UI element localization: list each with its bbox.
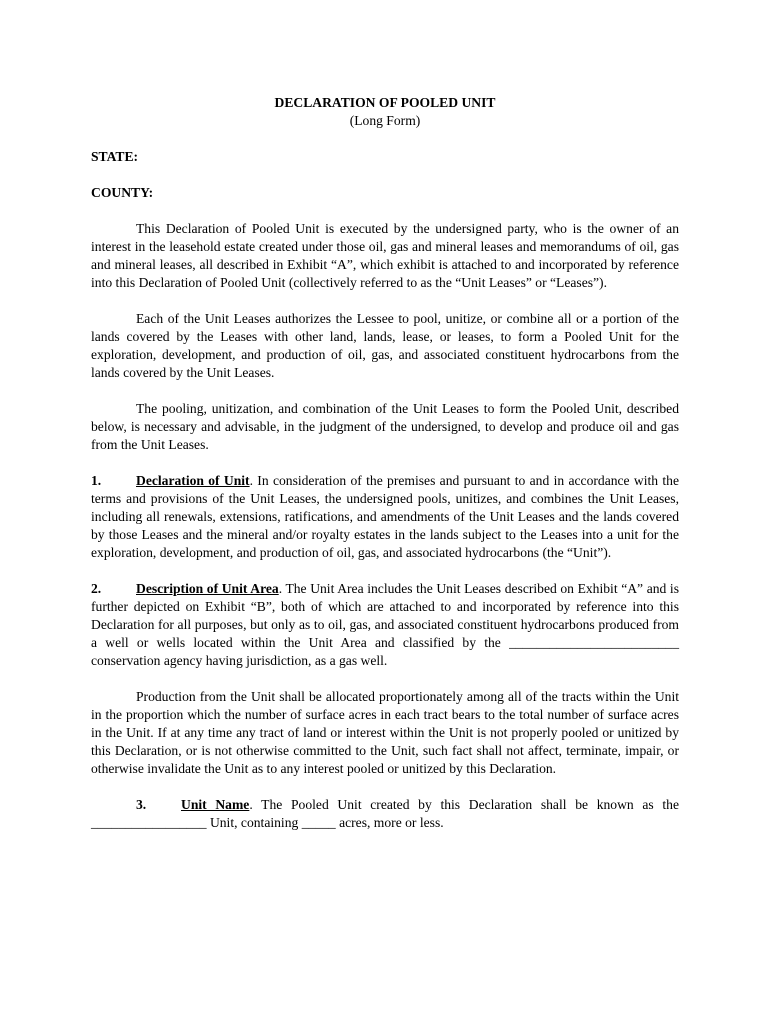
section-1-text: . In consideration of the premises and pursuant to and in accordance with the terms and provisions of the Unit Leases, the undersigned pools, unitizes, and combines the Unit Leases, including all renewals, extensions, ratifications, and amendments of the Unit Leases and the lands covered by those Leases and the mineral and/or royalty estates in the lands subject to the Leases into a unit for the exploration, development, and production of oil, gas, and associated hydrocarbons (the “Unit”). <box>91 473 679 560</box>
agency-blank: _________________________ <box>509 635 679 650</box>
section-3-number: 3. <box>136 797 147 812</box>
section-1 <box>91 472 679 562</box>
section-3-text-3: acres, more or less. <box>335 815 444 830</box>
intro-paragraph-3: The pooling, unitization, and combination of the Unit Leases to form the Pooled Unit, described below, is necessary and advisable, in the judgment of the undersigned, to develop and produce oil and gas from the Unit Leases. <box>91 401 679 452</box>
section-2 <box>91 580 679 670</box>
document-page <box>91 94 679 850</box>
intro-paragraph-1: This Declaration of Pooled Unit is executed by the undersigned party, who is the owner of an interest in the leasehold estate created under those oil, gas and mineral leases and memorandums of oil, gas and mineral leases, all described in Exhibit “A”, which exhibit is attached to and incorporated by reference into this Declaration of Pooled Unit (collectively referred to as the “Unit Leases” or “Leases”). <box>91 221 679 290</box>
section-1-number: 1. <box>91 473 102 488</box>
section-3-heading: Unit Name <box>181 797 250 812</box>
county-label: COUNTY: <box>91 185 154 200</box>
section-2-number: 2. <box>91 581 102 596</box>
section-3-text-1: . The Pooled Unit created by this Declaration shall be known as the <box>249 797 679 812</box>
section-3 <box>91 796 679 832</box>
section-2-text-after-blank: conservation agency having jurisdiction, as a gas well. <box>91 653 388 668</box>
section-1-heading: Declaration of Unit <box>136 473 250 488</box>
section-2-text-before-blank: . The Unit Area includes the Unit Leases described on Exhibit “A” and is further depicted on Exhibit “B”, both of which are attached to and incorporated by reference into this Declaration for all purposes, but only as to oil, gas, and associated constituent hydrocarbons produced from a well or wells located within the Unit Area and classified by the <box>91 581 679 650</box>
unit-name-blank: _________________ <box>91 815 207 830</box>
production-paragraph: Production from the Unit shall be allocated proportionately among all of the tracts within the Unit in the proportion which the number of surface acres in each tract bears to the total number of surface acres in the Unit. If at any time any tract of land or interest within the Unit is not properly pooled or unitized by this Declaration, or is not otherwise committed to the Unit, such fact shall not affect, terminate, impair, or otherwise invalidate the Unit as to any interest pooled or unitized by this Declaration. <box>91 689 679 776</box>
state-label: STATE: <box>91 149 139 164</box>
acres-blank: _____ <box>301 815 336 830</box>
section-2-heading: Description of Unit Area <box>136 581 279 596</box>
section-3-text-2: Unit, containing <box>206 815 302 830</box>
document-title: DECLARATION OF POOLED UNIT <box>274 95 496 110</box>
document-subtitle: (Long Form) <box>349 113 421 128</box>
intro-paragraph-2: Each of the Unit Leases authorizes the Lessee to pool, unitize, or combine all or a portion of the lands covered by the Leases with other land, lands, lease, or leases, to form a Pooled Unit for the exploration, development, and production of oil, gas, and associated constituent hydrocarbons from the lands covered by the Unit Leases. <box>91 311 679 380</box>
